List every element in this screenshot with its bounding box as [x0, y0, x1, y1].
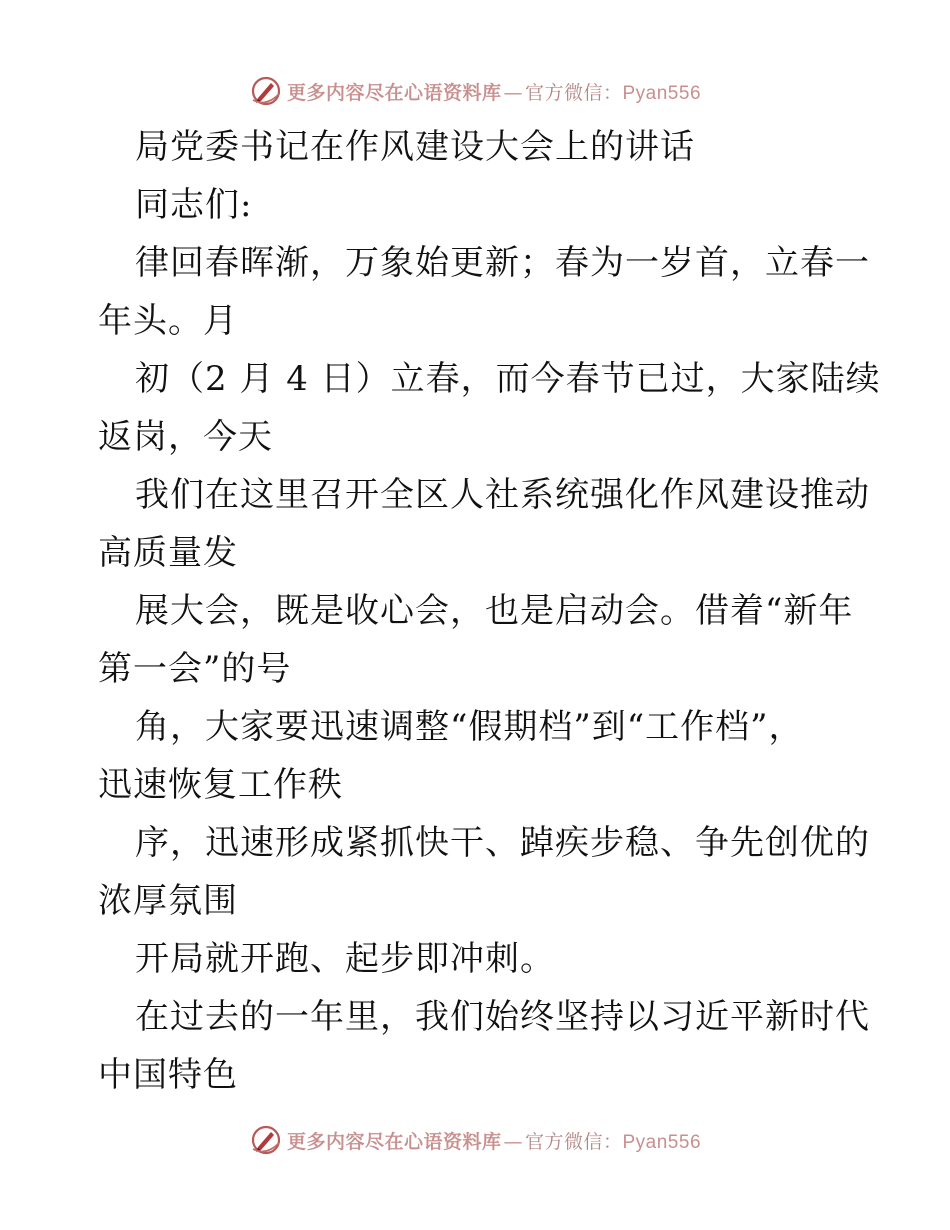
- watermark-site: 更多内容尽在心语资料库: [286, 81, 502, 104]
- pen-logo-icon: [249, 74, 283, 108]
- watermark-id: Pyan556: [622, 1131, 702, 1153]
- text-line: 迅速恢复工作秩: [98, 765, 343, 805]
- watermark-dash: —: [503, 81, 523, 104]
- text-line: 高质量发: [98, 533, 238, 573]
- text-line: 开局就开跑、起步即冲刺。: [135, 939, 555, 979]
- text-line: 展大会，既是收心会，也是启动会。借着“新年: [135, 591, 854, 631]
- watermark-label: 官方微信：: [524, 1130, 623, 1153]
- watermark-text: [287, 78, 701, 105]
- document-body: [98, 118, 881, 1104]
- text-line: 返岗，今天: [98, 417, 273, 457]
- footer-watermark: [0, 1120, 950, 1160]
- watermark-dash: —: [503, 1130, 523, 1153]
- text-line: 浓厚氛围: [98, 881, 238, 921]
- text-line: 年头。月: [98, 301, 238, 341]
- text-line: 律回春晖渐，万象始更新；春为一岁首，立春一: [135, 243, 870, 283]
- document-title: 局党委书记在作风建设大会上的讲话: [135, 127, 695, 167]
- text-line: 第一会”的号: [98, 649, 292, 689]
- text-line: 我们在这里召开全区人社系统强化作风建设推动: [135, 475, 870, 515]
- text-line: 同志们:: [135, 185, 253, 225]
- text-line: 角，大家要迅速调整“假期档”到“工作档”，: [135, 707, 804, 747]
- pen-logo-icon: [249, 1123, 283, 1157]
- watermark-site: 更多内容尽在心语资料库: [286, 1130, 502, 1153]
- watermark-id: Pyan556: [622, 82, 702, 104]
- text-line: 中国特色: [98, 1055, 238, 1095]
- text-line: 序，迅速形成紧抓快干、踔疾步稳、争先创优的: [135, 823, 870, 863]
- watermark-label: 官方微信：: [524, 81, 623, 104]
- text-line: 初（2 月 4 日）立春，而今春节已过，大家陆续: [135, 359, 881, 399]
- header-watermark: [0, 71, 950, 111]
- text-line: 在过去的一年里，我们始终坚持以习近平新时代: [135, 997, 870, 1037]
- watermark-text: [287, 1127, 701, 1154]
